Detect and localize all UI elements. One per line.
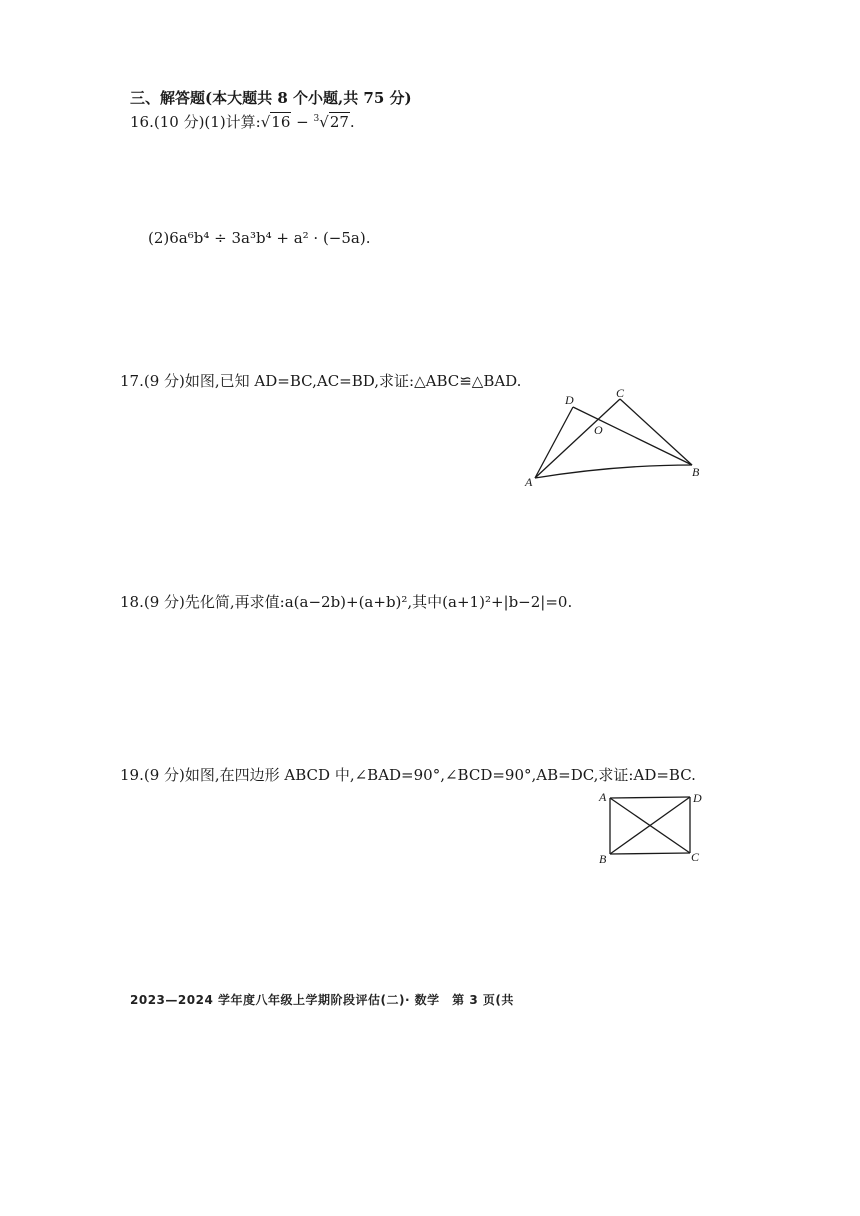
figure-triangles [520,385,710,490]
section-title: 三、解答题(本大题共 8 个小题,共 75 分) [130,89,412,107]
period: . [349,113,355,131]
label-A: A [525,475,533,489]
question-16-part2-prefix: (2) [148,229,170,247]
question-18-text: 先化简,再求值:a(a−2b)+(a+b)²,其中(a+1)²+|b−2|=0. [184,593,573,611]
label-D: D [565,393,574,407]
question-19-line [120,765,696,785]
cbrt-index: 3 [313,114,320,124]
question-16-number: 16. [130,113,154,131]
segment-AD [610,797,690,798]
sqrt-16: √16 [260,113,291,131]
question-17-number: 17. [120,372,144,390]
page-footer: 2023—2024 学年度八年级上学期阶段评估(二)· 数学 第 3 页(共 [130,993,514,1007]
segment-AB [535,465,692,478]
question-19-text: 如图,在四边形 ABCD 中,∠BAD=90°,∠BCD=90°,AB=DC,求证:AD=BC. [184,766,696,784]
label-A: A [599,790,607,804]
label-C: C [691,850,700,864]
question-18-points: (9 分) [143,593,185,611]
question-18-number: 18. [120,593,144,611]
question-17-text: 如图,已知 AD=BC,AC=BD,求证:△ABC≌△BAD. [184,372,522,390]
question-16-part1-prefix: (1)计算: [204,113,261,131]
segment-DB [573,407,692,465]
segment-CB [620,399,692,465]
question-16-part2-expr: 6a⁶b⁴ ÷ 3a³b⁴ + a² · (−5a). [169,229,371,247]
question-18-line [120,592,572,612]
question-19-points: (9 分) [143,766,185,784]
label-B: B [692,465,700,479]
cbrt-27: $^3$√27 [313,113,349,131]
radicand-27: 27 [329,113,349,131]
label-B: B [599,852,607,866]
question-16-points: (10 分) [153,113,205,131]
label-D: D [693,791,702,805]
minus-sign: − [296,113,309,131]
label-O: O [594,423,603,437]
question-17-points: (9 分) [143,372,185,390]
question-19-number: 19. [120,766,144,784]
figure-rectangle [595,787,707,867]
segment-AD [535,407,573,478]
segment-BC [610,853,690,854]
radicand-16: 16 [271,113,291,131]
segment-AC [535,399,620,478]
question-17-line [120,371,521,391]
question-16-line1 [130,112,355,132]
label-C: C [616,386,625,400]
question-16-part2 [148,228,370,248]
